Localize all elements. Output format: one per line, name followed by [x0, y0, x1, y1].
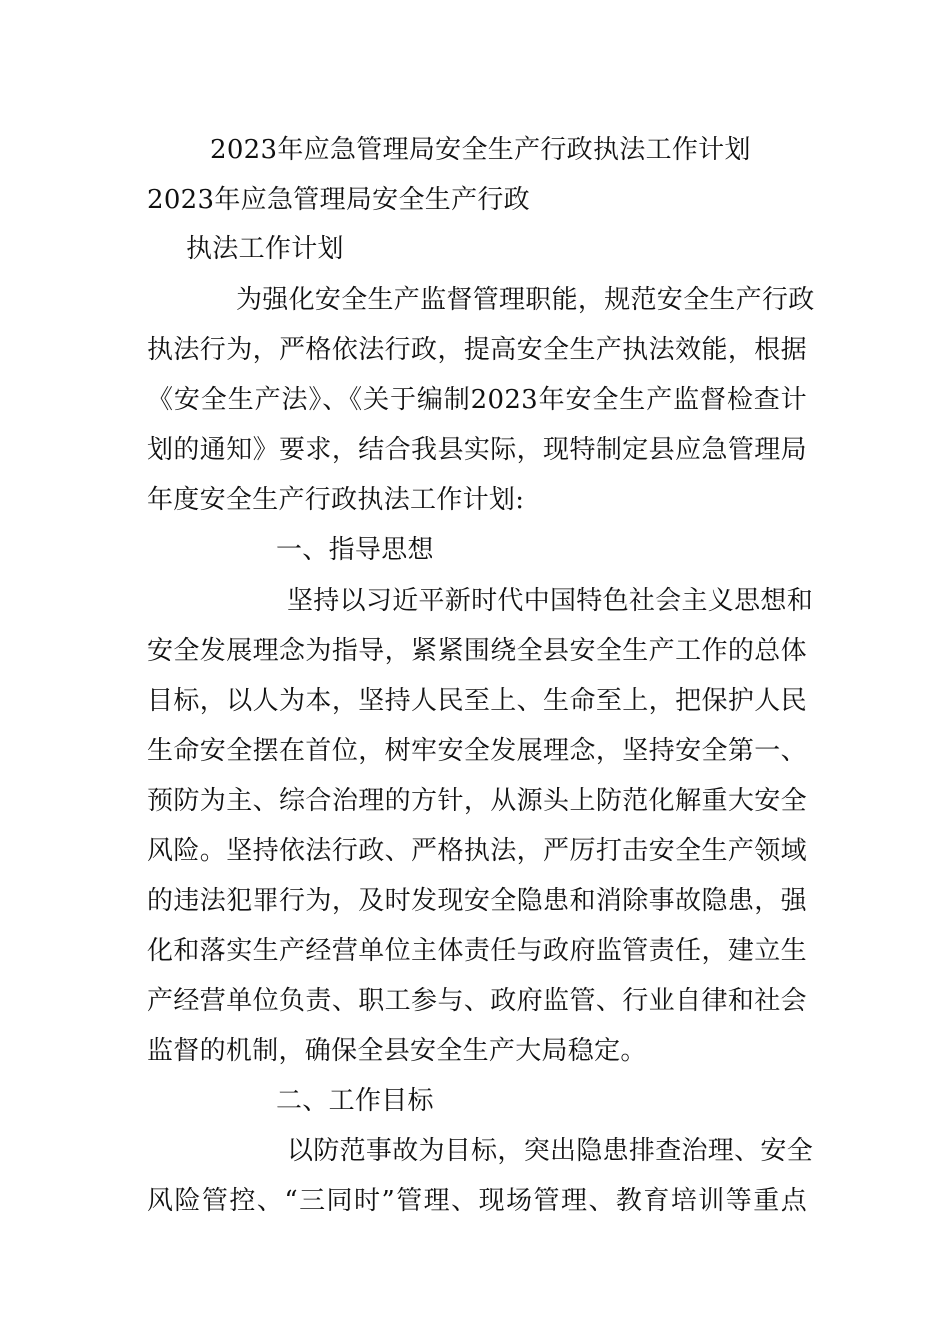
section-2-heading: 二、工作目标 [276, 1086, 434, 1116]
intro-paragraph-line: 年度安全生产行政执法工作计划: [147, 485, 525, 515]
intro-paragraph-line: 《安全生产法》、《关于编制2023年安全生产监督检查计 [147, 385, 807, 415]
section-1-paragraph-line: 的违法犯罪行为，及时发现安全隐患和消除事故隐患，强 [147, 886, 807, 916]
section-1-paragraph-line: 风险。坚持依法行政、严格执法，严厉打击安全生产领域 [147, 836, 807, 866]
section-2-paragraph-line: 以防范事故为目标，突出隐患排查治理、安全 [287, 1136, 814, 1166]
intro-paragraph-line: 划的通知》要求，结合我县实际，现特制定县应急管理局 [147, 435, 807, 465]
intro-paragraph-line: 为强化安全生产监督管理职能，规范安全生产行政 [236, 285, 815, 315]
section-1-paragraph-line: 坚持以习近平新时代中国特色社会主义思想和 [287, 586, 814, 616]
section-1-paragraph-line: 目标，以人为本，坚持人民至上、生命至上，把保护人民 [147, 686, 807, 716]
document-subtitle-line-2: 执法工作计划 [186, 234, 344, 264]
section-1-paragraph-line: 安全发展理念为指导，紧紧围绕全县安全生产工作的总体 [147, 636, 807, 666]
section-1-paragraph-line: 产经营单位负责、职工参与、政府监管、行业自律和社会 [147, 986, 807, 1016]
section-1-paragraph-line: 监督的机制，确保全县安全生产大局稳定。 [147, 1036, 647, 1066]
section-1-paragraph-line: 化和落实生产经营单位主体责任与政府监管责任，建立生 [147, 936, 807, 966]
intro-paragraph-line: 执法行为，严格依法行政，提高安全生产执法效能，根据 [147, 335, 807, 365]
section-1-heading: 一、指导思想 [276, 535, 434, 565]
section-1-paragraph-line: 生命安全摆在首位，树牢安全发展理念，坚持安全第一、 [147, 736, 807, 766]
document-subtitle-line-1: 2023年应急管理局安全生产行政 [147, 185, 530, 215]
document-title: 2023年应急管理局安全生产行政执法工作计划 [210, 135, 751, 165]
section-1-paragraph-line: 预防为主、综合治理的方针，从源头上防范化解重大安全 [147, 786, 807, 816]
section-2-paragraph-line: 风险管控、“三同时”管理、现场管理、教育培训等重点 [147, 1186, 807, 1216]
